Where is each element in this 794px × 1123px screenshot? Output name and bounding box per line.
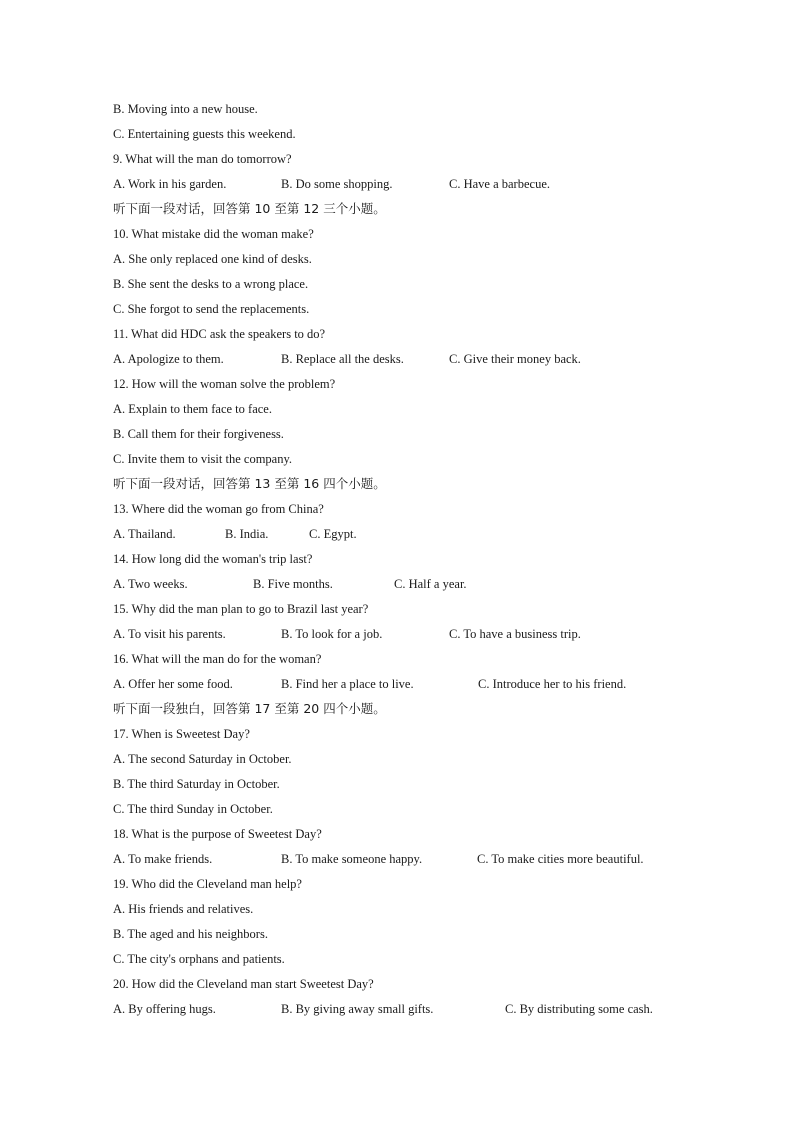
answer-option: C. Have a barbecue.: [449, 177, 550, 191]
answer-option: A. Offer her some food.: [113, 677, 233, 691]
question-line: 19. Who did the Cleveland man help?: [113, 877, 302, 891]
question-line: 12. How will the woman solve the problem?: [113, 377, 336, 391]
question-line: B. The aged and his neighbors.: [113, 927, 268, 941]
question-line: A. Explain to them face to face.: [113, 402, 272, 416]
question-line: C. The city's orphans and patients.: [113, 952, 285, 966]
answer-option: C. By distributing some cash.: [505, 1002, 653, 1016]
answer-option: A. Work in his garden.: [113, 177, 227, 191]
answer-option: A. Thailand.: [113, 527, 176, 541]
answer-option: B. To make someone happy.: [281, 852, 423, 866]
question-line: 20. How did the Cleveland man start Sweetest Day?: [113, 977, 374, 991]
answer-option: C. To have a business trip.: [449, 627, 581, 641]
section-instruction: 听下面一段独白，回答第 17 至第 20 四个小题。: [113, 701, 386, 716]
question-line: A. His friends and relatives.: [113, 902, 254, 916]
question-line: 13. Where did the woman go from China?: [113, 502, 324, 516]
question-line: C. The third Sunday in October.: [113, 802, 273, 816]
question-line: C. Invite them to visit the company.: [113, 452, 293, 466]
section-instruction: 听下面一段对话，回答第 13 至第 16 四个小题。: [113, 476, 386, 491]
answer-option: A. To make friends.: [113, 852, 213, 866]
question-line: A. The second Saturday in October.: [113, 752, 292, 766]
answer-option: A. To visit his parents.: [113, 627, 226, 641]
section-instruction: 听下面一段对话，回答第 10 至第 12 三个小题。: [113, 201, 386, 216]
answer-option: A. Two weeks.: [113, 577, 188, 591]
answer-option: B. To look for a job.: [281, 627, 383, 641]
answer-option: A. By offering hugs.: [113, 1002, 216, 1016]
question-line: 18. What is the purpose of Sweetest Day?: [113, 827, 322, 841]
answer-option: A. Apologize to them.: [113, 352, 224, 366]
answer-option: B. Replace all the desks.: [281, 352, 404, 366]
answer-option: B. Find her a place to live.: [281, 677, 414, 691]
answer-option: C. Introduce her to his friend.: [478, 677, 627, 691]
question-line: 14. How long did the woman's trip last?: [113, 552, 313, 566]
question-line: 10. What mistake did the woman make?: [113, 227, 314, 241]
question-line: 11. What did HDC ask the speakers to do?: [113, 327, 326, 341]
question-line: 17. When is Sweetest Day?: [113, 727, 250, 741]
question-line: 9. What will the man do tomorrow?: [113, 152, 292, 166]
question-line: C. She forgot to send the replacements.: [113, 302, 310, 316]
question-line: B. Moving into a new house.: [113, 102, 258, 116]
question-line: B. She sent the desks to a wrong place.: [113, 277, 309, 291]
answer-option: B. Do some shopping.: [281, 177, 393, 191]
answer-option: B. India.: [225, 527, 269, 541]
answer-option: B. By giving away small gifts.: [281, 1002, 434, 1016]
answer-option: B. Five months.: [253, 577, 333, 591]
question-line: B. Call them for their forgiveness.: [113, 427, 284, 441]
question-line: 15. Why did the man plan to go to Brazil last year?: [113, 602, 369, 616]
answer-option: C. Give their money back.: [449, 352, 581, 366]
question-line: 16. What will the man do for the woman?: [113, 652, 322, 666]
question-line: A. She only replaced one kind of desks.: [113, 252, 312, 266]
question-line: C. Entertaining guests this weekend.: [113, 127, 296, 141]
answer-option: C. Half a year.: [394, 577, 467, 591]
question-line: B. The third Saturday in October.: [113, 777, 280, 791]
answer-option: C. Egypt.: [309, 527, 357, 541]
answer-option: C. To make cities more beautiful.: [477, 852, 644, 866]
